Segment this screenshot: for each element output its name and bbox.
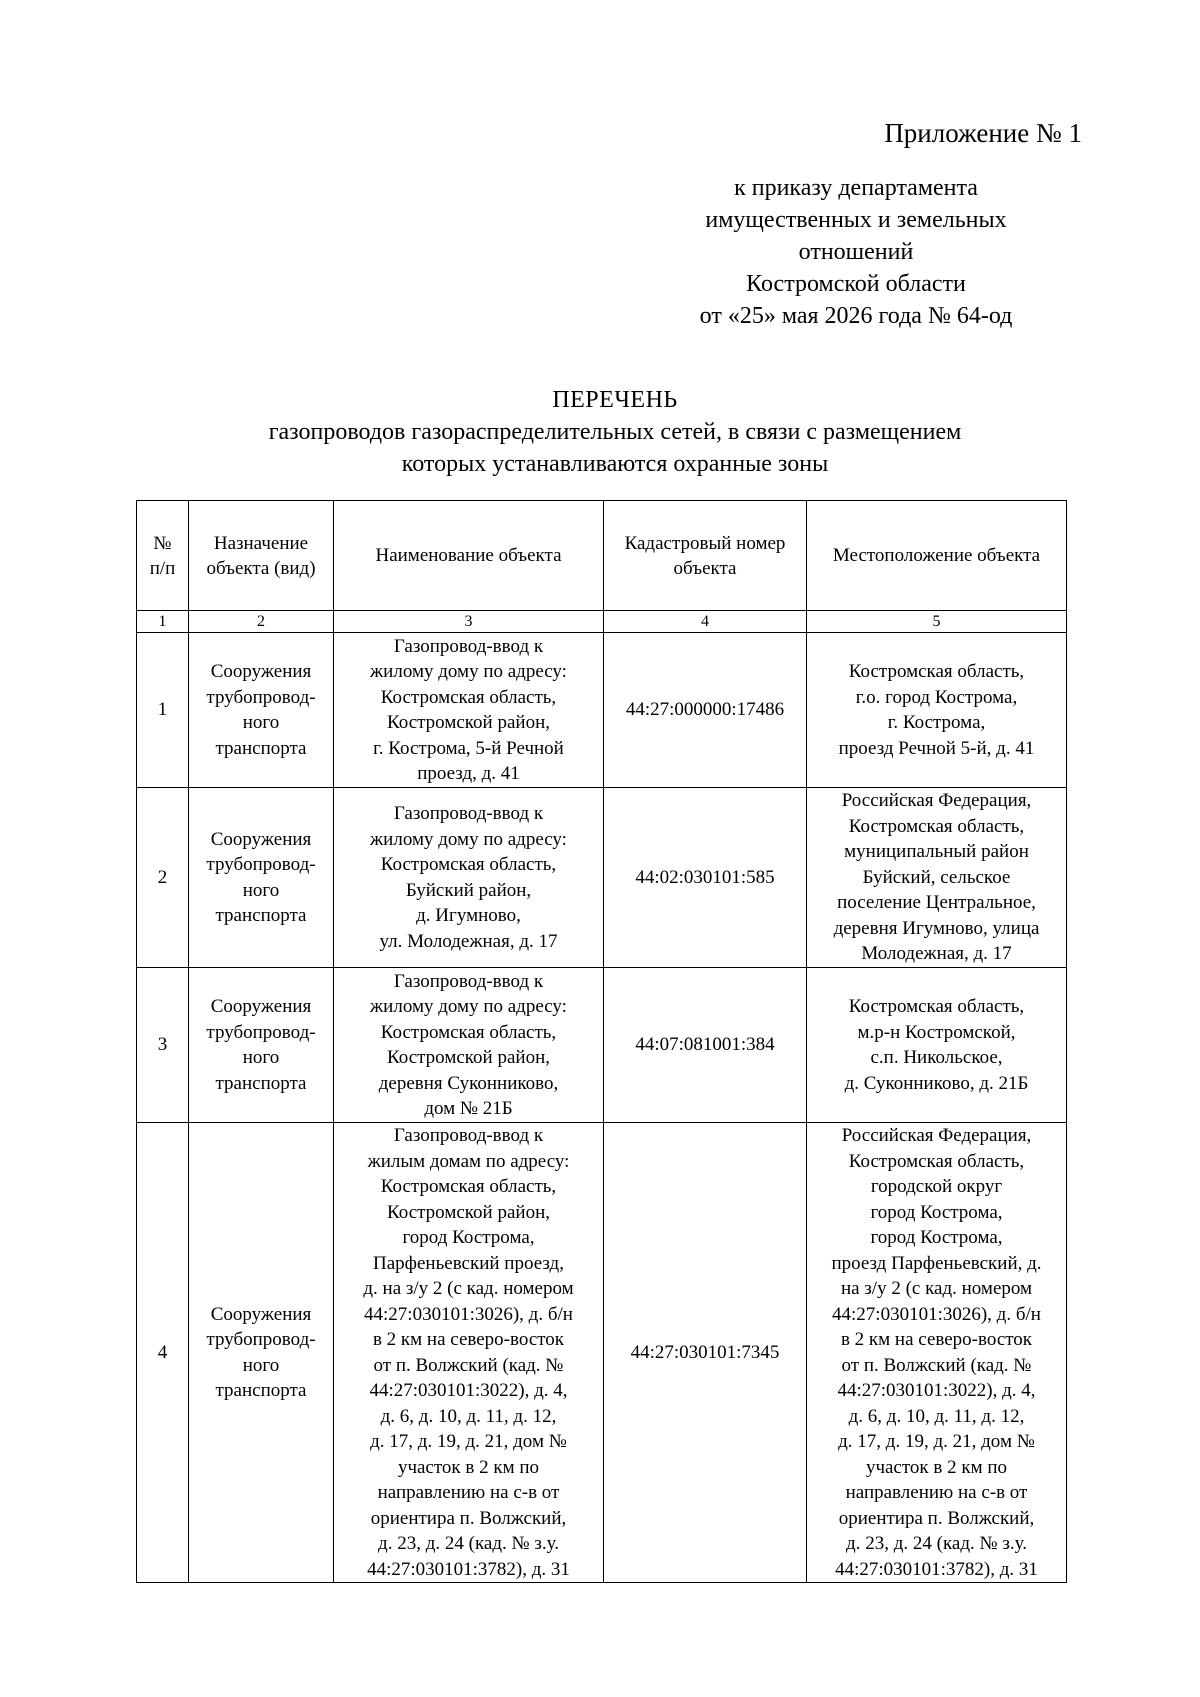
object-name-line: город Кострома, xyxy=(402,1227,535,1248)
object-purpose-line: Сооружения xyxy=(210,661,312,682)
object-name-line: Парфеньевский проезд, xyxy=(373,1252,564,1274)
order-line: от «25» мая 2026 года № 64-од xyxy=(699,303,1013,329)
object-name-line: д. 17, д. 19, д. 21, дом № xyxy=(370,1431,567,1452)
header-object-name: Наименование объекта xyxy=(334,501,604,611)
row-number: 4 xyxy=(137,1123,189,1583)
object-location-line: Костромская область, xyxy=(848,996,1025,1017)
object-purpose-line: транспорта xyxy=(215,905,307,926)
annex-title: Приложение № 1 xyxy=(884,118,1082,148)
header-purpose: Назначение объекта (вид) xyxy=(189,501,334,611)
object-name-line: Костромская область, xyxy=(380,1021,557,1043)
object-location-line: городской округ xyxy=(870,1176,1003,1197)
object-location-line: Костромская область, xyxy=(848,1150,1025,1172)
object-name-line: деревня Суконниково, xyxy=(378,1072,559,1094)
object-location-line: с.п. Никольское, xyxy=(870,1047,1003,1068)
object-purpose-line: ного xyxy=(242,879,280,901)
object-location xyxy=(807,968,1067,1123)
column-number: 2 xyxy=(189,611,334,633)
object-location xyxy=(807,788,1067,968)
column-number-row xyxy=(137,611,1067,633)
object-name-line: дом № 21Б xyxy=(424,1098,513,1119)
cadastral-number: 44:27:030101:7345 xyxy=(604,1123,807,1583)
header-cadastral-number: Кадастровый номер объекта xyxy=(604,501,807,611)
table-row xyxy=(137,968,1067,1123)
object-location-line: 44:27:030101:3782), д. 31 xyxy=(835,1558,1038,1580)
object-purpose-line: транспорта xyxy=(215,737,307,759)
header-number: № п/п xyxy=(137,501,189,611)
document-heading xyxy=(130,384,1100,480)
object-name-line: Газопровод-ввод к xyxy=(393,803,544,824)
object-name-line: в 2 км на северо-восток xyxy=(372,1329,565,1350)
cadastral-number: 44:27:000000:17486 xyxy=(604,633,807,788)
table-row xyxy=(137,1123,1067,1583)
order-line: к приказу департамента xyxy=(734,175,978,201)
object-location-line: направлению на с-в от xyxy=(845,1482,1028,1503)
object-location-line: город Кострома, xyxy=(870,1201,1003,1223)
object-name-line: Костромская область, xyxy=(380,854,557,875)
object-location-line: 44:27:030101:3026), д. б/н xyxy=(832,1303,1041,1325)
column-number: 3 xyxy=(334,611,604,633)
object-purpose xyxy=(189,633,334,788)
object-purpose xyxy=(189,968,334,1123)
row-number: 2 xyxy=(137,788,189,968)
object-name-line: направлению на с-в от xyxy=(377,1482,560,1503)
object-purpose-line: ного xyxy=(242,1047,280,1068)
row-number: 1 xyxy=(137,633,189,788)
object-purpose-line: трубопровод- xyxy=(206,1021,316,1043)
object-name xyxy=(334,1123,604,1583)
cadastral-number: 44:02:030101:585 xyxy=(604,788,807,968)
object-purpose-line: ного xyxy=(242,1354,280,1376)
object-purpose-line: Сооружения xyxy=(210,1303,312,1325)
object-name-line: Газопровод-ввод к xyxy=(393,635,544,657)
object-location-line: город Кострома, xyxy=(870,1227,1003,1248)
object-location-line: проезд Речной 5-й, д. 41 xyxy=(838,737,1035,759)
column-number: 5 xyxy=(807,611,1067,633)
object-purpose-line: транспорта xyxy=(215,1072,307,1094)
object-location-line: от п. Волжский (кад. № xyxy=(841,1354,1032,1376)
object-location-line: Костромская область, xyxy=(848,815,1025,837)
object-name-line: Буйский район, xyxy=(405,879,532,901)
row-number: 3 xyxy=(137,968,189,1123)
gas-pipeline-table xyxy=(136,500,1067,1583)
object-name-line: жилым домам по адресу: xyxy=(367,1150,570,1172)
object-name-line: д. Игумново, xyxy=(416,905,521,926)
cadastral-number: 44:07:081001:384 xyxy=(604,968,807,1123)
object-name-line: д. 23, д. 24 (кад. № з.у. xyxy=(378,1533,559,1554)
object-name-line: проезд, д. 41 xyxy=(417,763,520,784)
object-name-line: жилому дому по адресу: xyxy=(370,661,567,682)
table-row xyxy=(137,788,1067,968)
object-name xyxy=(334,968,604,1123)
object-name-line: от п. Волжский (кад. № xyxy=(373,1354,564,1376)
object-name-line: Костромской район, xyxy=(387,712,550,733)
object-name-line: 44:27:030101:3782), д. 31 xyxy=(367,1558,570,1580)
object-location-line: д. 6, д. 10, д. 11, д. 12, xyxy=(848,1405,1025,1427)
object-name-line: д. 6, д. 10, д. 11, д. 12, xyxy=(380,1405,557,1427)
order-line: имущественных и земельных xyxy=(705,207,1007,233)
object-location-line: проезд Парфеньевский, д. xyxy=(831,1252,1042,1274)
column-number: 1 xyxy=(137,611,189,633)
object-name-line: Костромская область, xyxy=(380,686,557,708)
object-name-line: ул. Молодежная, д. 17 xyxy=(379,930,558,952)
object-name-line: жилому дому по адресу: xyxy=(370,828,567,850)
column-number: 4 xyxy=(604,611,807,633)
object-location-line: г. Кострома, xyxy=(887,712,986,733)
object-location-line: деревня Игумново, улица xyxy=(833,917,1040,939)
object-name-line: Костромской район, xyxy=(387,1047,550,1068)
document-subtitle-line: газопроводов газораспределительных сетей, в связи с размещением xyxy=(268,419,962,445)
document-subtitle-line: которых устанавливаются охранные зоны xyxy=(401,451,829,477)
object-location-line: Буйский, сельское xyxy=(862,866,1011,888)
object-location-line: г.о. город Кострома, xyxy=(855,686,1018,708)
object-name-line: участок в 2 км по xyxy=(397,1456,540,1478)
table-header-row xyxy=(137,501,1067,611)
object-location-line: участок в 2 км по xyxy=(865,1456,1008,1478)
object-purpose-line: трубопровод- xyxy=(206,854,316,875)
object-location xyxy=(807,1123,1067,1583)
object-name xyxy=(334,633,604,788)
object-location-line: д. Суконниково, д. 21Б xyxy=(844,1072,1029,1094)
object-name-line: д. на з/у 2 (с кад. номером xyxy=(363,1278,574,1299)
object-name-line: г. Кострома, 5-й Речной xyxy=(373,737,564,759)
table-row xyxy=(137,633,1067,788)
object-location-line: Молодежная, д. 17 xyxy=(861,943,1012,965)
object-location-line: Костромская область, xyxy=(848,661,1025,682)
object-location-line: 44:27:030101:3022), д. 4, xyxy=(837,1380,1036,1401)
object-purpose xyxy=(189,1123,334,1583)
object-location-line: д. 23, д. 24 (кад. № з.у. xyxy=(846,1533,1027,1554)
header-location: Местоположение объекта xyxy=(807,501,1067,611)
object-name-line: Газопровод-ввод к xyxy=(393,1125,544,1146)
object-name xyxy=(334,788,604,968)
object-name-line: Газопровод-ввод к xyxy=(393,970,544,992)
object-location-line: Российская Федерация, xyxy=(841,1125,1032,1146)
object-name-line: 44:27:030101:3022), д. 4, xyxy=(369,1380,568,1401)
object-purpose-line: Сооружения xyxy=(210,828,312,850)
object-purpose-line: трубопровод- xyxy=(206,1329,316,1350)
order-line: отношений xyxy=(798,239,914,265)
object-name-line: 44:27:030101:3026), д. б/н xyxy=(364,1303,573,1325)
object-purpose-line: ного xyxy=(242,712,280,733)
document-title: ПЕРЕЧЕНЬ xyxy=(552,387,678,413)
object-location-line: поселение Центральное, xyxy=(837,892,1036,914)
order-reference xyxy=(600,172,1112,332)
object-location-line: в 2 км на северо-восток xyxy=(840,1329,1033,1350)
object-purpose-line: трубопровод- xyxy=(206,686,316,708)
object-location-line: м.р-н Костромской, xyxy=(857,1021,1016,1043)
object-location-line: муниципальный район xyxy=(844,841,1029,863)
object-location xyxy=(807,633,1067,788)
object-name-line: ориентира п. Волжский, xyxy=(370,1507,567,1529)
object-location-line: д. 17, д. 19, д. 21, дом № xyxy=(838,1431,1035,1452)
object-purpose-line: Сооружения xyxy=(210,996,312,1017)
object-name-line: Костромской район, xyxy=(387,1201,550,1223)
object-purpose-line: транспорта xyxy=(215,1380,307,1401)
object-location-line: Российская Федерация, xyxy=(841,790,1032,812)
object-name-line: Костромская область, xyxy=(380,1176,557,1197)
object-location-line: на з/у 2 (с кад. номером xyxy=(840,1278,1033,1299)
order-line: Костромской области xyxy=(746,271,966,297)
object-location-line: ориентира п. Волжский, xyxy=(838,1507,1035,1529)
object-name-line: жилому дому по адресу: xyxy=(370,996,567,1017)
object-purpose xyxy=(189,788,334,968)
